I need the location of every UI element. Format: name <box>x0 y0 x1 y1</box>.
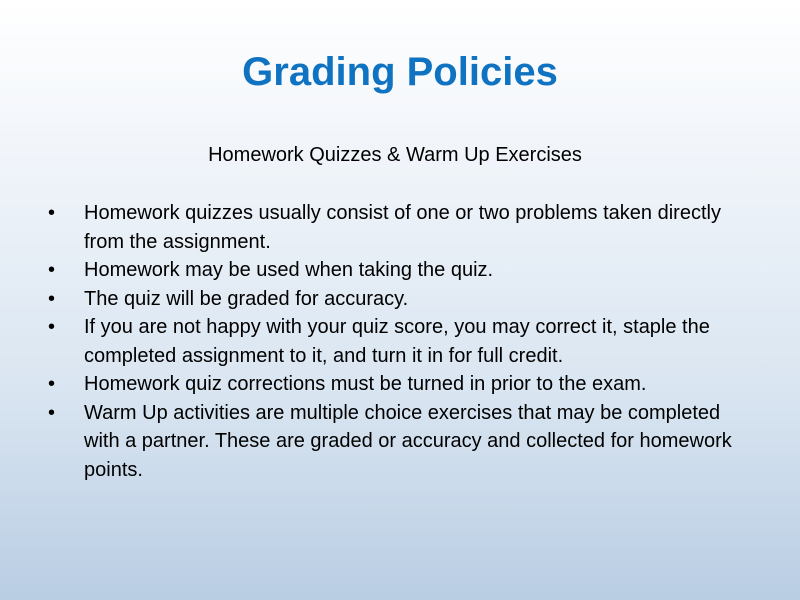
bullet-marker: • <box>48 401 56 424</box>
bullet-item <box>48 370 748 399</box>
slide-subtitle: Homework Quizzes & Warm Up Exercises <box>208 144 582 166</box>
bullet-text: Homework quizzes usually consist of one or two problems taken directly from the assignment. <box>84 202 721 253</box>
bullet-marker: • <box>48 373 56 395</box>
bullet-text: Homework may be used when taking the quiz. <box>84 259 494 281</box>
bullet-marker: • <box>48 202 56 224</box>
bullet-item <box>48 399 748 485</box>
bullet-text: The quiz will be graded for accuracy. <box>84 287 409 310</box>
bullet-text: Homework quiz corrections must be turned in prior to the exam. <box>84 373 647 395</box>
bullet-item <box>48 313 748 370</box>
bullet-text: If you are not happy with your quiz score, you may correct it, staple the completed assignment to it, and turn it in for full credit. <box>84 316 710 367</box>
bullet-item <box>48 256 748 285</box>
bullet-text: Warm Up activities are multiple choice exercises that may be completed with a partner. These are graded or accuracy and collected for homework points. <box>84 401 732 481</box>
bullet-item <box>48 285 748 314</box>
bullet-marker: • <box>48 259 56 281</box>
bullet-marker: • <box>48 287 56 310</box>
bullet-marker: • <box>48 316 56 338</box>
slide-title: Grading Policies <box>242 50 558 94</box>
bullet-item <box>48 199 748 256</box>
bullet-list <box>48 199 748 484</box>
